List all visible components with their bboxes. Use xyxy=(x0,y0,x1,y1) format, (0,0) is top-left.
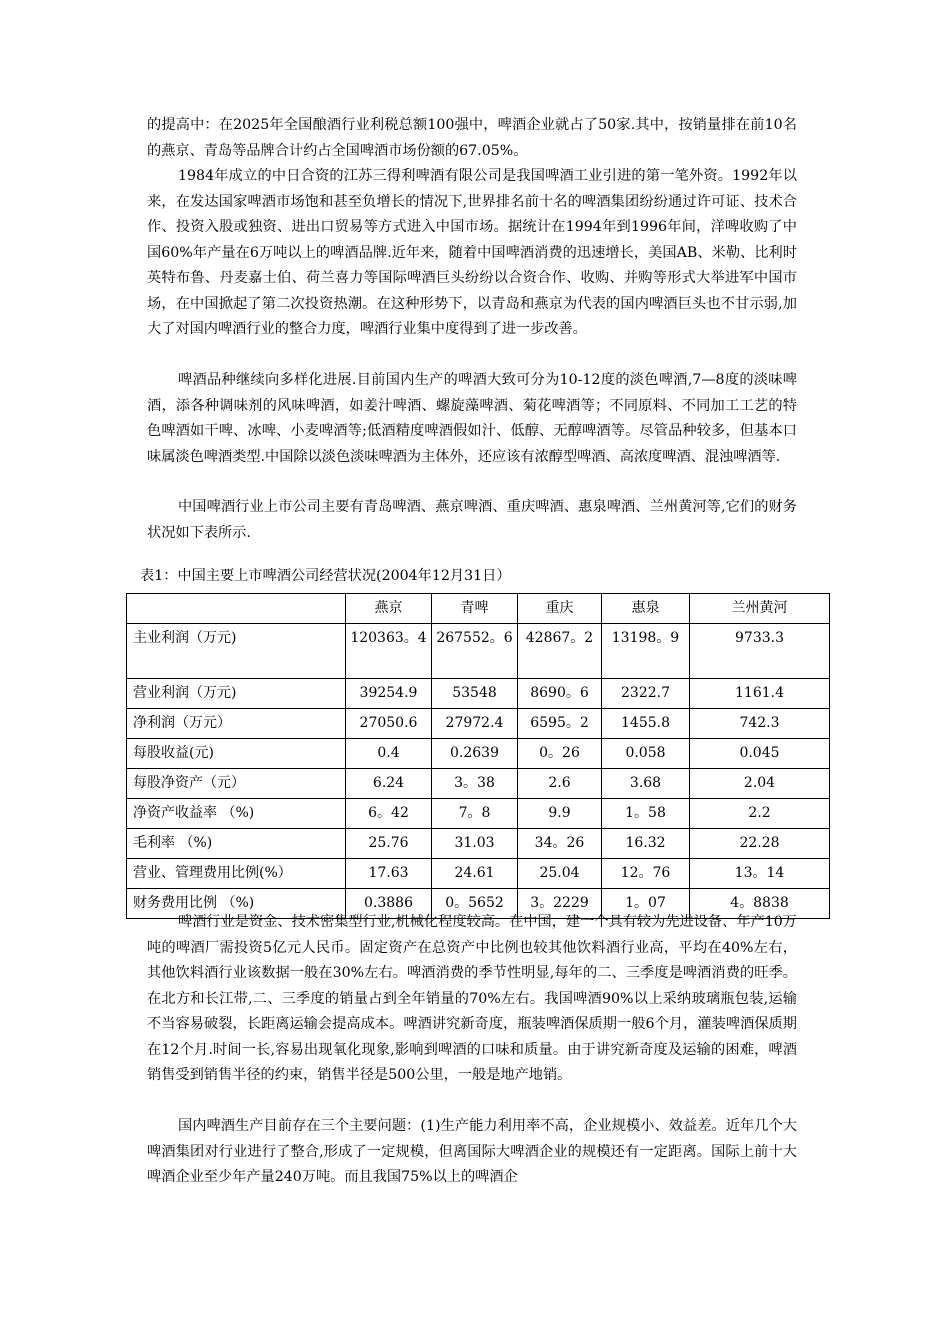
table-cell: 13198。9 xyxy=(602,624,690,679)
table-header-cell: 燕京 xyxy=(346,594,432,624)
paragraph-3: 啤酒品种继续向多样化进展.目前国内生产的啤酒大致可分为10-12度的淡色啤酒,7—8度的淡味啤酒，添各种调味剂的风味啤酒，如姜汁啤酒、螺旋藻啤酒、菊花啤酒等；不同原料、不同加工工艺的特色啤酒如干啤、冰啤、小麦啤酒等;低酒精度啤酒假如汁、低醇、无醇啤酒等。尽管品种较多，但基本口味属淡色啤酒类型.中国除以淡色淡味啤酒为主体外，还应该有浓醇型啤酒、高浓度啤酒、混浊啤酒等. xyxy=(147,372,797,465)
table-cell: 42867。2 xyxy=(518,624,602,679)
table-cell: 3。2229 xyxy=(518,889,602,919)
table-row xyxy=(127,829,830,859)
table-cell: 27050.6 xyxy=(346,709,432,739)
table-cell: 12。76 xyxy=(602,859,690,889)
table-cell: 2.2 xyxy=(690,799,830,829)
table-row-label: 净利润（万元） xyxy=(127,709,346,739)
table-cell: 6595。2 xyxy=(518,709,602,739)
table-cell: 25.04 xyxy=(518,859,602,889)
table-cell: 9.9 xyxy=(518,799,602,829)
table-header-cell: 惠泉 xyxy=(602,594,690,624)
table-cell: 2.6 xyxy=(518,769,602,799)
table-row-label: 净资产收益率 （%) xyxy=(127,799,346,829)
table-cell: 1。58 xyxy=(602,799,690,829)
table-row-label: 毛利率 （%) xyxy=(127,829,346,859)
table-row xyxy=(127,799,830,829)
table-cell: 8690。6 xyxy=(518,679,602,709)
table-cell: 1455.8 xyxy=(602,709,690,739)
table-header-cell: 青啤 xyxy=(432,594,518,624)
table-row xyxy=(127,739,830,769)
table-row-label: 每股净资产（元） xyxy=(127,769,346,799)
table-cell: 0.3886 xyxy=(346,889,432,919)
table-cell: 24.61 xyxy=(432,859,518,889)
table-row-label: 财务费用比例 （%) xyxy=(127,889,346,919)
table-cell: 0.045 xyxy=(690,739,830,769)
table-row-label: 营业利润（万元) xyxy=(127,679,346,709)
paragraph-2: 1984年成立的中日合资的江苏三得利啤酒有限公司是我国啤酒工业引进的第一笔外资。1992年以来，在发达国家啤酒市场饱和甚至负增长的情况下,世界排名前十名的啤酒集团纷纷通过许可证、技术合作、投资入股或独资、进出口贸易等方式进入中国市场。据统计在1994年到1996年间，洋啤收购了中国60%年产量在6万吨以上的啤酒品牌.近年来，随着中国啤酒消费的迅速增长，美国AB、米勒、比利时英特布鲁、丹麦嘉士伯、荷兰喜力等国际啤酒巨头纷纷以合资合作、收购、并购等形式大举进军中国市场，在中国掀起了第二次投资热潮。在这种形势下，以青岛和燕京为代表的国内啤酒巨头也不甘示弱,加大了对国内啤酒行业的整合力度，啤酒行业集中度得到了进一步改善。 xyxy=(147,168,797,337)
table-row-label: 主业利润（万元) xyxy=(127,624,346,679)
table-cell: 267552。6 xyxy=(432,624,518,679)
table-cell: 1。07 xyxy=(602,889,690,919)
table-header-cell: 兰州黄河 xyxy=(690,594,830,624)
table-cell: 7。8 xyxy=(432,799,518,829)
table-cell: 4。8838 xyxy=(690,889,830,919)
table-cell: 0.4 xyxy=(346,739,432,769)
table-cell: 17.63 xyxy=(346,859,432,889)
table-row xyxy=(127,769,830,799)
paragraph-4: 中国啤酒行业上市公司主要有青岛啤酒、燕京啤酒、重庆啤酒、惠泉啤酒、兰州黄河等,它们的财务状况如下表所示. xyxy=(147,499,797,541)
table-cell: 742.3 xyxy=(690,709,830,739)
table-row xyxy=(127,624,830,679)
paragraph-1: 的提高中：在2025年全国酿酒行业利税总额100强中，啤酒企业就占了50家.其中，按销量排在前10名的燕京、青岛等品牌合计约占全国啤酒市场份额的67.05%。 xyxy=(147,117,797,159)
table-cell: 53548 xyxy=(432,679,518,709)
table-cell: 22.28 xyxy=(690,829,830,859)
table-row xyxy=(127,679,830,709)
table-cell: 3.68 xyxy=(602,769,690,799)
table-cell: 0.2639 xyxy=(432,739,518,769)
table-header-cell: 重庆 xyxy=(518,594,602,624)
table-cell: 34。26 xyxy=(518,829,602,859)
table-cell: 39254.9 xyxy=(346,679,432,709)
table-cell: 1161.4 xyxy=(690,679,830,709)
table-cell: 0.058 xyxy=(602,739,690,769)
table-caption: 表1：中国主要上市啤酒公司经营状况(2004年12月31日） xyxy=(140,568,511,584)
table-cell: 0。26 xyxy=(518,739,602,769)
table-row xyxy=(127,709,830,739)
paragraph-5: 啤酒行业是资金、技术密集型行业,机械化程度较高。在中国，建一个具有较为先进设备、年产10万吨的啤酒厂需投资5亿元人民币。固定资产在总资产中比例也较其他饮料酒行业高，平均在40%左右，其他饮料酒行业该数据一般在30%左右。啤酒消费的季节性明显,每年的二、三季度是啤酒消费的旺季。在北方和长江带,二、三季度的销量占到全年销量的70%左右。我国啤酒90%以上采纳玻璃瓶包装,运输不当容易破裂，长距离运输会提高成本。啤酒讲究新奇度，瓶装啤酒保质期一般6个月，灌装啤酒保质期在12个月.时间一长,容易出现氧化现象,影响到啤酒的口味和质量。由于讲究新奇度及运输的困难，啤酒销售受到销售半径的约束，销售半径是500公里，一般是地产地销。 xyxy=(147,914,797,1083)
table-cell: 0。5652 xyxy=(432,889,518,919)
table-row-label: 每股收益(元) xyxy=(127,739,346,769)
table-cell: 25.76 xyxy=(346,829,432,859)
table-cell: 9733.3 xyxy=(690,624,830,679)
table-cell: 6。42 xyxy=(346,799,432,829)
table-cell: 31.03 xyxy=(432,829,518,859)
table-row xyxy=(127,859,830,889)
table-header-row xyxy=(127,594,830,624)
table-cell: 27972.4 xyxy=(432,709,518,739)
table-cell: 120363。4 xyxy=(346,624,432,679)
table-cell: 3。38 xyxy=(432,769,518,799)
table-cell: 2322.7 xyxy=(602,679,690,709)
table-cell: 13。14 xyxy=(690,859,830,889)
paragraph-6: 国内啤酒生产目前存在三个主要问题：(1)生产能力利用率不高，企业规模小、效益差。近年几个大啤酒集团对行业进行了整合,形成了一定规模，但离国际大啤酒企业的规模还有一定距离。国际上前十大啤酒企业至少年产量240万吨。而且我国75%以上的啤酒企 xyxy=(147,1118,797,1185)
table-row-label: 营业、管理费用比例(%） xyxy=(127,859,346,889)
table-header-cell xyxy=(127,594,346,624)
financial-table xyxy=(126,593,830,919)
table-cell: 16.32 xyxy=(602,829,690,859)
table-cell: 6.24 xyxy=(346,769,432,799)
table-cell: 2.04 xyxy=(690,769,830,799)
